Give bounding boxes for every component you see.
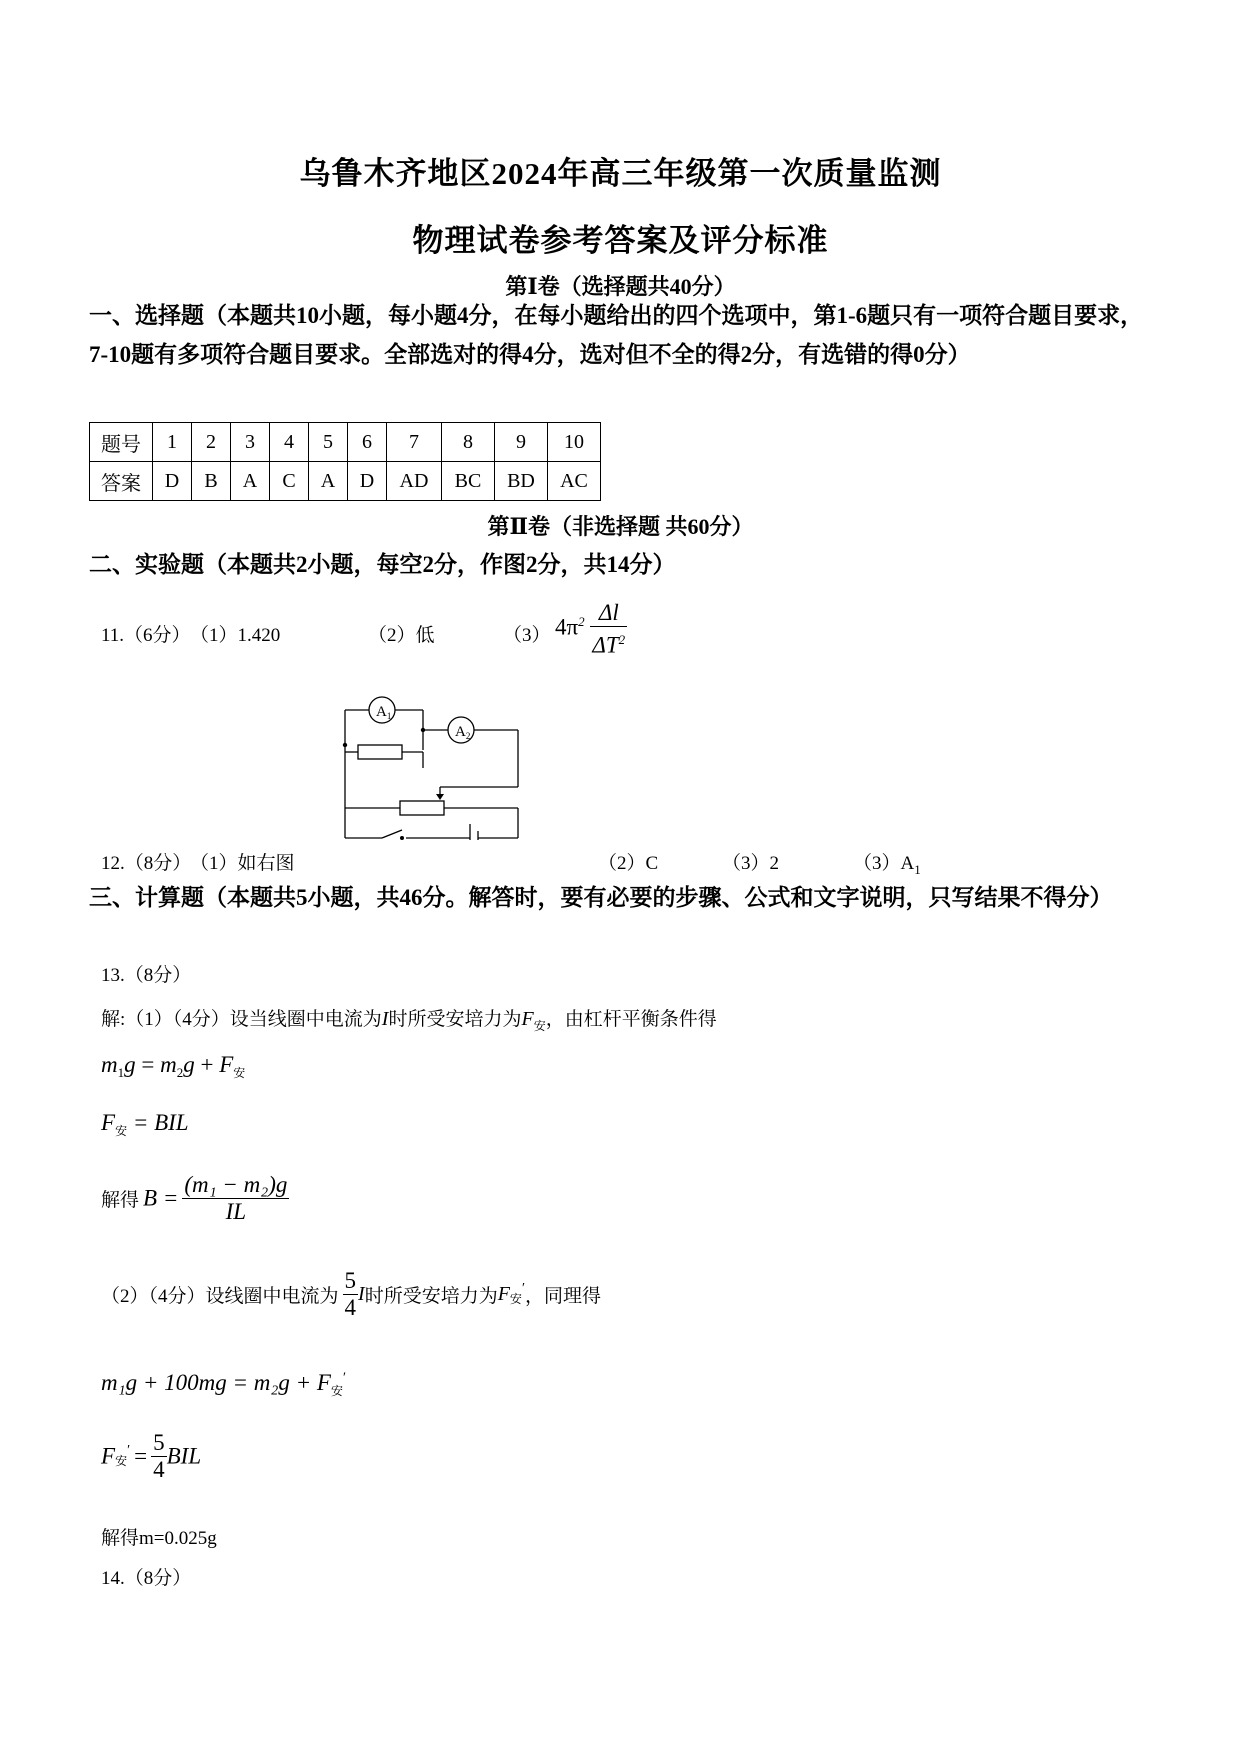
switch-contact xyxy=(400,836,404,840)
answer-cell: BC xyxy=(442,462,495,501)
q12-answer-2: （2）C xyxy=(598,853,659,874)
question-cell: 2 xyxy=(192,423,231,462)
answer-cell: A xyxy=(309,462,348,501)
question-cell: 7 xyxy=(387,423,442,462)
switch xyxy=(382,830,402,838)
q12-label: 12.（8分） xyxy=(101,853,192,874)
q11-answer-3-prefix: （3） xyxy=(503,625,551,646)
question-number-row xyxy=(90,423,601,462)
q12-answer-3: （3）2 xyxy=(722,853,780,874)
q13-step2-text: （2）（4分）设线圈中电流为 $\frac{5}{4}$ I时所受安培力为$F_安'$，同理得 xyxy=(101,1268,602,1320)
answer-cell: AD xyxy=(387,462,442,501)
q13-equation-1: $m_1g = m_2g + F_安$ xyxy=(101,1052,246,1080)
ammeter-a2-label: $A_2$ xyxy=(455,724,471,741)
rheostat xyxy=(400,801,444,815)
section3-title: 三、计算题（本题共5小题，共46分。解答时，要有必要的步骤、公式和文字说明，只写结果不得分） xyxy=(89,885,1113,910)
answer-cell: D xyxy=(348,462,387,501)
question-cell: 4 xyxy=(270,423,309,462)
q13-label: 13.（8分） xyxy=(101,965,192,986)
q13-step1-text: 解:（1）（4分）设当线圈中电流为I时所受安培力为$F_安$，由杠杆平衡条件得 xyxy=(101,1008,717,1033)
answer-cell: BD xyxy=(495,462,548,501)
answer-row xyxy=(90,462,601,501)
page-subtitle: 物理试卷参考答案及评分标准 xyxy=(412,223,829,258)
question-cell: 8 xyxy=(442,423,495,462)
page-title: 乌鲁木齐地区2024年高三年级第一次质量监测 xyxy=(299,156,942,191)
answer-cell: D xyxy=(153,462,192,501)
question-cell: 10 xyxy=(548,423,601,462)
answer-cell: B xyxy=(192,462,231,501)
ammeter-a1-label: $A_1$ xyxy=(376,704,392,721)
q14-label: 14.（8分） xyxy=(101,1568,192,1589)
question-cell: 1 xyxy=(153,423,192,462)
q13-equation-3: 解得 B = $\frac{\text{(m₁ − m₂)g}}{IL}$ xyxy=(101,1172,288,1224)
answer-cell: A xyxy=(231,462,270,501)
junction-dot xyxy=(421,728,425,732)
junction-dot xyxy=(343,743,347,747)
answer-cell: AC xyxy=(548,462,601,501)
question-cell: 9 xyxy=(495,423,548,462)
circuit-diagram xyxy=(330,690,540,840)
q13-result: 解得m=0.025g xyxy=(101,1528,217,1549)
answer-cell: C xyxy=(270,462,309,501)
resistor xyxy=(358,745,402,759)
q11-answer-1: （1）1.420 xyxy=(190,625,281,646)
q13-equation-2: $F_安$ = BIL xyxy=(101,1110,189,1138)
slider-arrow xyxy=(436,794,444,800)
q11-answer-3-formula: $4\pi^2$ $\frac{\Delta l}{\Delta T^2}$ xyxy=(555,600,626,658)
part1-heading: 第Ⅰ卷（选择题共40分） xyxy=(505,274,736,299)
row-label-question: 题号 xyxy=(90,423,153,462)
q13-equation-4: $m_1g + 100mg = m_2g + F_安'$ xyxy=(101,1370,347,1398)
q12-answer-4: $(3)A_1$ xyxy=(853,853,921,877)
q11-label: 11.（6分） xyxy=(101,625,191,646)
q13-equation-5: $F_安'$ = $\frac{5}{4}$ BIL xyxy=(101,1430,202,1482)
q12-answer-1: （1）如右图 xyxy=(190,853,295,874)
row-label-answer: 答案 xyxy=(90,462,153,501)
section2-title: 二、实验题（本题共2小题，每空2分，作图2分，共14分） xyxy=(89,552,676,577)
q11-answer-2: （2）低 xyxy=(368,625,435,646)
question-cell: 5 xyxy=(309,423,348,462)
part2-heading: 第Ⅱ卷（非选择题 共60分） xyxy=(487,514,754,539)
question-cell: 3 xyxy=(231,423,270,462)
section1-title: 一、选择题（本题共10小题，每小题4分，在每小题给出的四个选项中，第1-6题只有一项符合题目要求，7-10题有多项符合题目要求。全部选对的得4分，选对但不全的得2分，有选错的得0分） xyxy=(89,303,1144,367)
question-cell: 6 xyxy=(348,423,387,462)
answer-table xyxy=(89,422,601,501)
